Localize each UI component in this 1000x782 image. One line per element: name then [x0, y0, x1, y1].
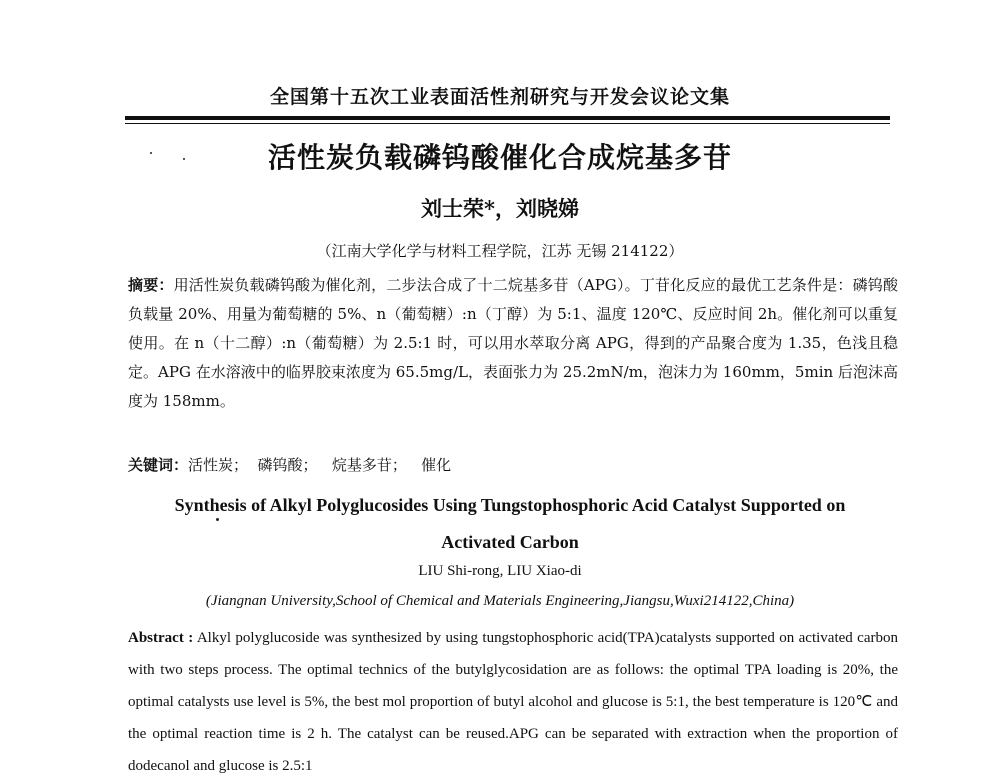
abstract-en [128, 622, 898, 782]
scan-speck [183, 158, 185, 160]
authors-cn: 刘士荣*，刘晓娣 [421, 196, 579, 221]
header-rule-thick [125, 116, 890, 120]
abstract-cn-label: 摘要： [128, 276, 174, 294]
paper-title-en: Synthesis of Alkyl Polyglucosides Using Tungstophosphoric Acid Catalyst Supported on Activated Carbon [174, 495, 846, 552]
keywords-cn-label: 关键词： [128, 456, 189, 474]
header-rule-thin [125, 123, 890, 124]
abstract-en-text: Alkyl polyglucoside was synthesized by using tungstophosphoric acid(TPA)catalysts supported on activated carbon with two steps process. The optimal technics of the butylglycosidation are as follows: the optimal TPA loading is 20%, the optimal catalysts use level is 5%, the best mol proportion of butyl alcohol and glucose is 5:1, the best temperature is 120℃ and the optimal reaction time is 2 h. The catalyst can be reused.APG can be separated with extraction when the proportion of dodecanol and glucose is 2.5:1 [128, 630, 898, 774]
authors-en: LIU Shi-rong, LIU Xiao-di [418, 563, 582, 579]
scan-speck [216, 518, 219, 521]
affiliation-cn: （江南大学化学与材料工程学院，江苏 无锡 214122） [316, 242, 684, 260]
keywords-cn [128, 451, 898, 480]
paper-title-cn: 活性炭负载磷钨酸催化合成烷基多苷 [267, 141, 732, 174]
abstract-cn [128, 271, 898, 416]
affiliation-en: (Jiangnan University,School of Chemical and Materials Engineering,Jiangsu,Wuxi214122,China) [205, 593, 795, 609]
keywords-cn-text: 活性炭； 磷钨酸； 烷基多苷； 催化 [188, 456, 452, 474]
proceedings-title: 全国第十五次工业表面活性剂研究与开发会议论文集 [269, 86, 730, 108]
abstract-cn-text: 用活性炭负载磷钨酸为催化剂，二步法合成了十二烷基多苷（APG）。丁苷化反应的最优工艺条件是：磷钨酸负载量 20%、用量为葡萄糖的 5%、n（葡萄糖）:n（丁醇）为 5:1、温度 120℃、反应时间 2h。催化剂可以重复使用。在 n（十二醇）:n（葡萄糖）为 2.5:1 时，可以用水萃取分离 APG，得到的产品聚合度为 1.35，色浅且稳定。APG 在水溶液中的临界胶束浓度为 65.5mg/L，表面张力为 25.2mN/m，泡沫力为 160mm，5min 后泡沫高度为 158mm。 [128, 276, 898, 410]
abstract-en-label: Abstract : [128, 630, 194, 646]
scan-speck [150, 152, 152, 154]
